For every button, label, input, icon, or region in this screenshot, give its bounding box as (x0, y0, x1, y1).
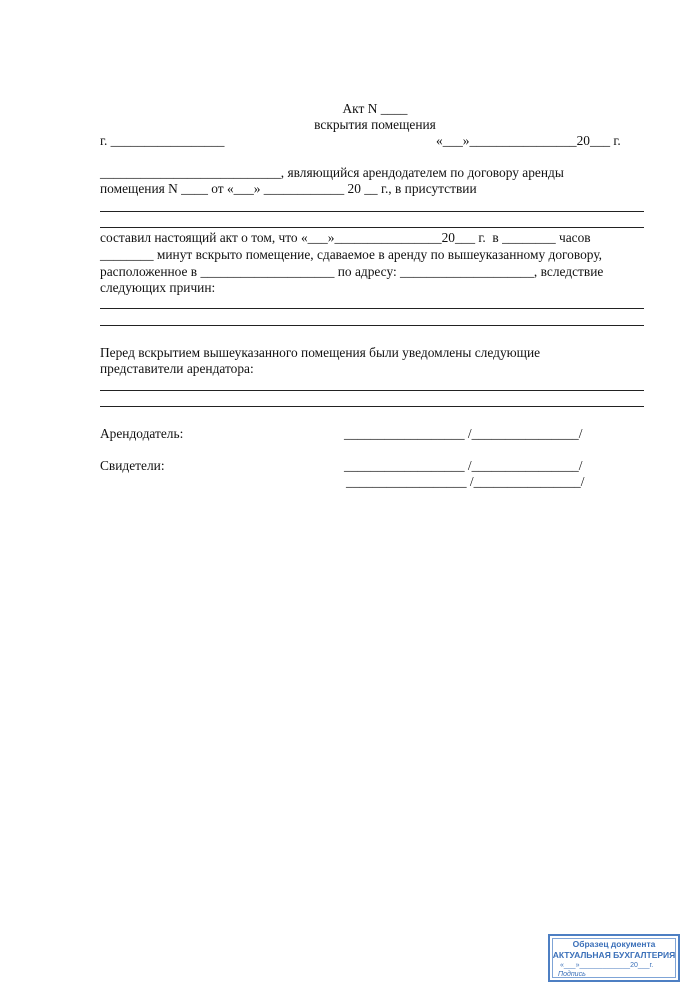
stamp-line-1: Образец документа (572, 939, 656, 949)
witness-2-signature-line: __________________ /________________/ (346, 474, 585, 489)
stamp-line-4: Подпись (558, 971, 586, 978)
witness-1-signature-line: __________________ /________________/ (344, 458, 583, 473)
stamp-line-3: «___»_____________20___г. (560, 962, 654, 969)
blank-line (100, 390, 644, 391)
paragraph-1-line-1: ___________________________, являющийся арендодателем по договору аренды (100, 165, 564, 180)
paragraph-2-line-4: следующих причин: (100, 280, 216, 295)
paragraph-1-line-2: помещения N ____ от «___» ____________ 20 __ г., в присутствии (100, 181, 477, 196)
date-line: «___»________________20___ г. (436, 133, 621, 148)
paragraph-2-line-2: ________ минут вскрыто помещение, сдаваемое в аренду по вышеуказанному договору, (100, 247, 603, 262)
landlord-label: Арендодатель: (100, 426, 184, 441)
paragraph-2-line-1: составил настоящий акт о том, что «___»________________20___ г. в ________ часов (100, 230, 591, 245)
paragraph-3-line-2: представители арендатора: (100, 361, 254, 376)
blank-line (100, 325, 644, 326)
city-line: г. _________________ (100, 133, 225, 148)
witnesses-label: Свидетели: (100, 458, 165, 473)
blank-line (100, 406, 644, 407)
blank-line (100, 227, 644, 228)
paragraph-3-line-1: Перед вскрытием вышеуказанного помещения были уведомлены следующие (100, 345, 541, 360)
document-title: Акт N ____ (342, 101, 408, 116)
sample-stamp (548, 934, 680, 982)
document-subtitle: вскрытия помещения (314, 117, 436, 132)
blank-line (100, 308, 644, 309)
landlord-signature-line: __________________ /________________/ (344, 426, 583, 441)
blank-line (100, 211, 644, 212)
stamp-line-2: АКТУАЛЬНАЯ БУХГАЛТЕРИЯ (552, 950, 676, 960)
paragraph-2-line-3: расположенное в ____________________ по адресу: ____________________, вследствие (100, 264, 604, 279)
